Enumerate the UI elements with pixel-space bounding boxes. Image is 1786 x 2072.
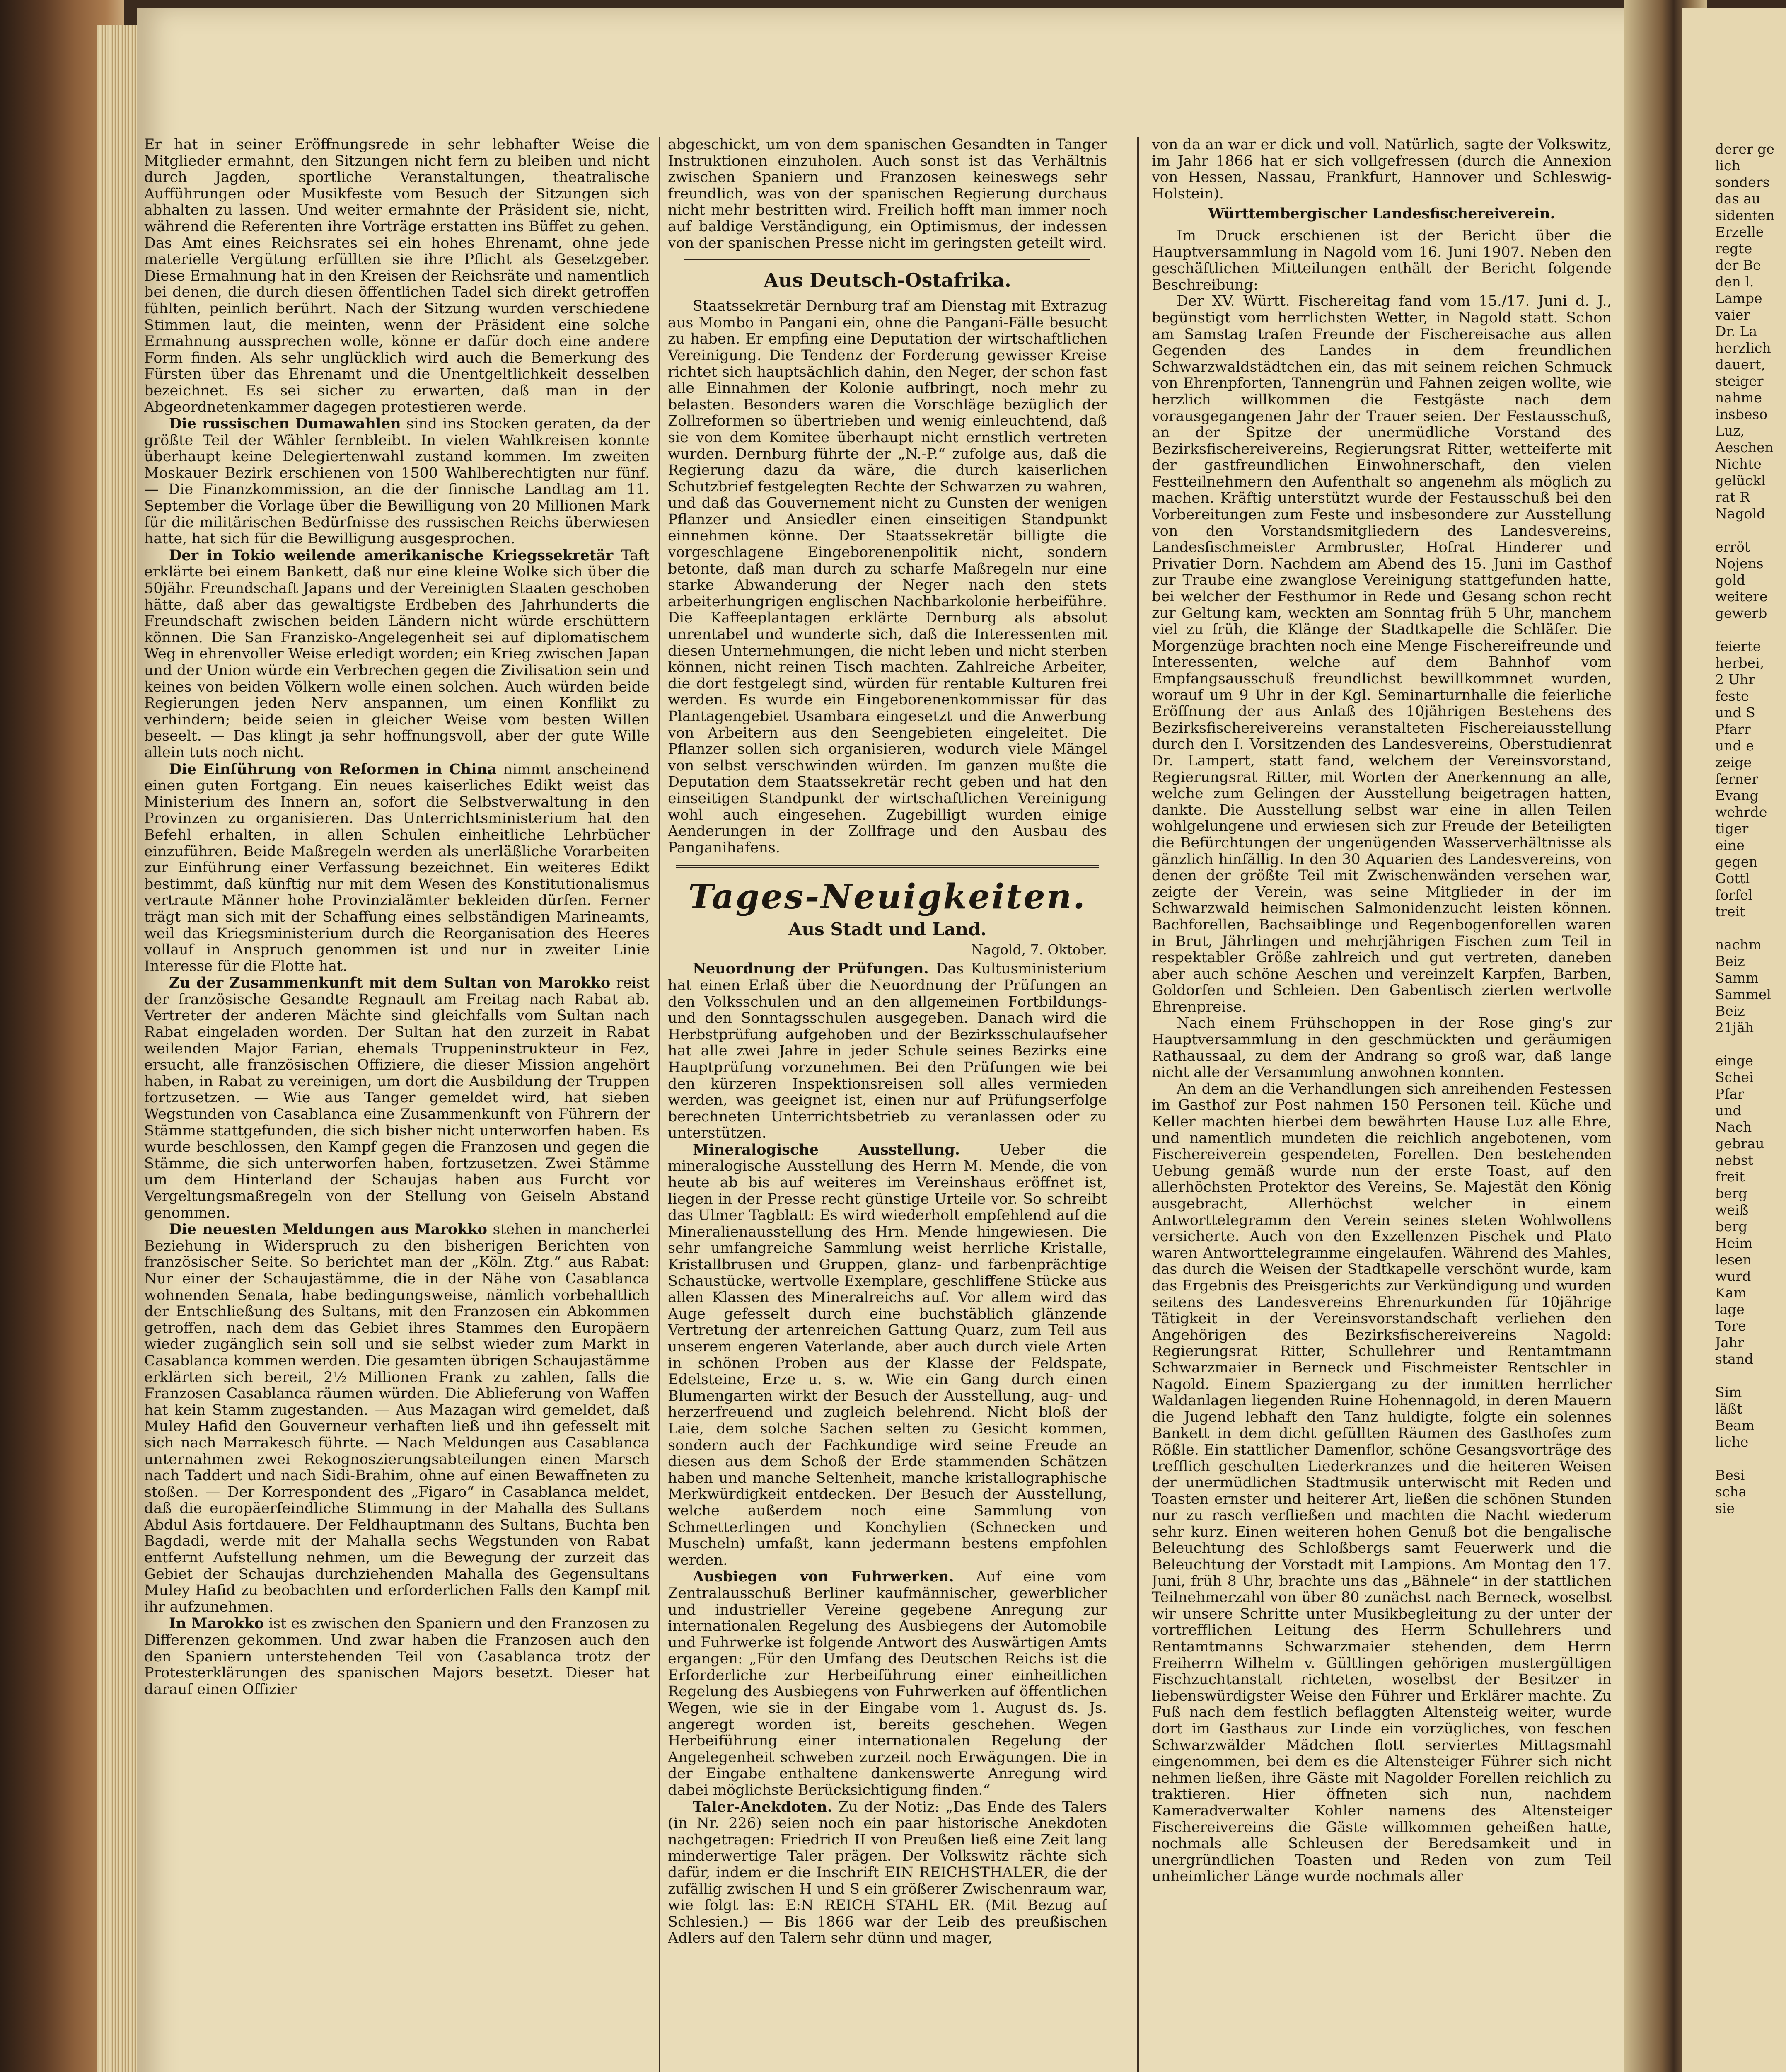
- column-rule: [1137, 137, 1139, 2072]
- facing-page-line: [1715, 1450, 1786, 1467]
- article-body: stehen in mancherlei Beziehung in Widerspruch zu den bisherigen Berichten von französischer Seite. So berichtet man der „Köln. Ztg.“ aus Rabat: Nur einer der Schaujastämme, die in der Nähe von Casablanca wohnenden Senata, habe bedingungsweise, nämlich vorbehaltlich der Entschließung des Sultans, mit den Franzosen ein Abkommen getroffen, nach dem das Gebiet ihres Stammes den Europäern wieder zugänglich sein soll und sie selbst wieder zum Markt in Casablanca kommen werden. Die gesamten übrigen Schaujastämme erklärten sich bereit, 2½ Millionen Frank zu zahlen, falls die Franzosen Casablanca räumen würden. Die Ablieferung von Waffen hat kein Stamm zugestanden. — Aus Mazagan wird gemeldet, daß Muley Hafid den Gouverneur verhaften ließ und ihn gefesselt mit sich nach Marrakesch führte. — Nach Meldungen aus Casablanca unternahmen zwei Rekognoszierungsabteilungen einen Marsch nach Taddert und nach Sidi-Brahim, ohne auf einen Bewaffneten zu stoßen. — Der Korrespondent des „Figaro“ in Casablanca meldet, daß die europäerfeindliche Stimmung in der Mahalla des Sultans Abdul Asis fortdauere. Der Feldhauptmann des Sultans, Buchta ben Bagdadi, werde mit der Mahalla sechs Wegstunden von Rabat entfernt Aufstellung nehmen, um die Bewegung der zurzeit das Gebiet der Schaujas durchziehenden Mahalla des Gegensultans Muley Hafid zu beobachten und erforderlichen Falls den Kampf mit ihr aufzunehmen.: [144, 1221, 650, 1615]
- facing-page-line: und S: [1715, 704, 1755, 721]
- facing-page-line: Pfar: [1715, 1086, 1744, 1102]
- facing-page-line: Beiz: [1715, 1003, 1745, 1019]
- facing-page-line: und e: [1715, 738, 1754, 754]
- facing-page-line: feste: [1715, 688, 1749, 704]
- article-heading: Die russischen Dumawahlen: [169, 415, 401, 433]
- facing-page-line: Dr. La: [1715, 323, 1757, 339]
- facing-page-line: Samm: [1715, 970, 1759, 986]
- column-1: [144, 137, 650, 2072]
- facing-page-line: Gottl: [1715, 870, 1750, 886]
- article-heading: Taler-Anekdoten.: [693, 1798, 832, 1815]
- facing-page-line: dauert,: [1715, 356, 1766, 373]
- article-body: Zu der Notiz: „Das Ende des Talers (in Nr. 226) seien noch ein paar historische Anekdoten nachgetragen: Friedrich II von Preußen ließ eine Zeit lang minderwertige Taler prägen. Der Volkswitz rächte sich dafür, indem er die Inschrift EIN REICHSTHALER, die der zufällig zwischen H und S ein größerer Zwischenraum war, wie folgt las: E:N REICH STAHL ER. (Mit Bezug auf Schlesien.) — Bis 1866 war der Leib des preußischen Adlers auf den Talern sehr dünn und mager,: [668, 1798, 1107, 1947]
- article-text: [144, 547, 650, 761]
- article-heading: Ausbiegen von Fuhrwerken.: [693, 1568, 954, 1585]
- facing-page-line: Sim: [1715, 1384, 1742, 1400]
- article-body: Ueber die mineralogische Ausstellung des Herrn M. Mende, die von heute ab bis auf weiteres im Vereinshaus eröffnet ist, liegen in der Presse recht günstige Urteile vor. So schreibt das Ulmer Tagblatt: Es wird wiederholt empfehlend auf die Mineralienausstellung des Hrn. Mende hingewiesen. Die sehr umfangreiche Sammlung weist herrliche Kristalle, Kristallbrusen und Gruppen, glanz- und farbenprächtige Schaustücke, wertvolle Exemplare, geschliffene Stücke aus allen Klassen des Mineralreichs auf. Vor allem wird das Auge gefesselt durch eine buchstäblich glänzende Vertretung der artenreichen Gattung Quarz, zum Teil aus unserem engeren Vaterlande, aber auch durch viele Arten in schönen Proben aus der Klasse der Feldspate, Edelsteine, Erze u. s. w. Wie ein Gang durch einen Blumengarten wirkt der Besuch der Ausstellung, aug- und herzerfreuend und zugleich belehrend. Nicht bloß der Laie, dem solche Sachen selten zu Gesicht kommen, sondern auch der Fachkundige wird seine Freude an diesen aus dem Schoß der Erde stammenden Schätzen haben und manche Seltenheit, manche kristallographische Merkwürdigkeit entdecken. Der Besuch der Ausstellung, welche außerdem noch eine Sammlung von Schmetterlingen und Konchylien (Schnecken und Muscheln) umfaßt, kann jedermann bestens empfohlen werden.: [668, 1141, 1107, 1569]
- facing-page-line: [1715, 622, 1786, 638]
- article-text: [144, 416, 650, 547]
- article-text: [668, 1799, 1107, 1947]
- facing-page-line: lich: [1715, 157, 1740, 174]
- article-text: abgeschickt, um von dem spanischen Gesandten in Tanger Instruktionen einzuholen. Auch sonst ist das Verhältnis zwischen Spaniern und Franzosen keineswegs sehr freundlich, was von der spanischen Regierung durchaus nicht mehr bestritten wird. Freilich hofft man immer noch auf baldige Verständigung, ein Optimismus, der indessen von der spanischen Presse nicht im geringsten geteilt wird.: [668, 137, 1107, 252]
- facing-page-line: Nichte: [1715, 456, 1762, 472]
- facing-page-line: stand: [1715, 1351, 1754, 1367]
- article-body: reist der französische Gesandte Regnault am Freitag nach Rabat ab. Vertreter der anderen Mächte sind gleichfalls vom Sultan nach Rabat eingeladen worden. Der Sultan hat den zurzeit in Rabat weilenden Major Farian, ehemals Truppeninstrukteur in Fez, ersucht, alle französischen Offiziere, die dieser Mission angehört haben, in Rabat zu vereinigen, um dort die Ausbildung der Truppen fortzusetzen. — Wie aus Tanger gemeldet wird, hat sieben Wegstunden von Casablanca eine Zusammenkunft von Führern der Stämme stattgefunden, die sich bisher nicht unterworfen haben. Es wurde beschlossen, den Kampf gegen die Franzosen und gegen die Stämme, die sich unterworfen haben, fortzusetzen. Zwei Stämme um dem Hinterland der Schaujas haben aus Furcht vor Vergeltungsmaßregeln von der Stellung von Geiseln Abstand genommen.: [144, 975, 650, 1221]
- facing-page-line: nachm: [1715, 937, 1762, 953]
- facing-page-line: Nojens: [1715, 555, 1764, 571]
- facing-page-line: 2 Uhr: [1715, 671, 1755, 687]
- article-text: [668, 961, 1107, 1142]
- facing-page-line: nahme: [1715, 390, 1762, 406]
- facing-page-line: weiß: [1715, 1202, 1749, 1218]
- facing-page-line: sonders: [1715, 174, 1770, 190]
- facing-page-line: berg: [1715, 1185, 1747, 1201]
- article-text: von da an war er dick und voll. Natürlich, sagte der Volkswitz, im Jahr 1866 hat er sich vollgefressen (durch die Annexion von Hessen, Nassau, Frankfurt, Hannover und Schleswig-Holstein).: [1152, 137, 1612, 202]
- article-body: sind ins Stocken geraten, da der größte Teil der Wähler fernbleibt. In vielen Wahlkreisen konnte überhaupt keine Delegiertenwahl zustand kommen. Im zweiten Moskauer Bezirk erschienen von 1500 Wahlberechtigten nur fünf. — Die Finanzkommission, an die der finnische Landtag am 11. September die Vorlage über die Bewilligung von 20 Millionen Mark für die militärischen Bedürfnisse des russischen Reichs überwiesen hatte, hat sich für die Bewilligung ausgesprochen.: [144, 416, 650, 547]
- facing-page-line: zeige: [1715, 754, 1752, 770]
- facing-page-line: eine: [1715, 837, 1745, 853]
- facing-page-line: erröt: [1715, 539, 1750, 555]
- facing-page-line: Lampe: [1715, 290, 1762, 306]
- facing-page-line: treit: [1715, 903, 1745, 920]
- facing-page-fragment: [1682, 8, 1786, 2072]
- facing-page-line: Heim: [1715, 1235, 1753, 1251]
- facing-page-line: der Be: [1715, 257, 1761, 273]
- article-text: Im Druck erschienen ist der Bericht über die Hauptversammlung in Nagold vom 16. Juni 1907. Neben den geschäftlichen Mitteilungen enthält der Bericht folgende Beschreibung:: [1152, 227, 1612, 293]
- article-body: Auf eine vom Zentralausschuß Berliner kaufmännischer, gewerblicher und industrieller Vereine gegebene Anregung zur internationalen Regelung des Ausbiegens der Automobile und Fuhrwerke ist folgende Antwort des Auswärtigen Amts ergangen: „Für den Umfang des Deutschen Reichs ist die Erforderliche zur Herbeiführung einer einheitlichen Regelung des Ausbiegens von Fuhrwerken auf öffentlichen Wegen, wie sie in der Eingabe vom 1. August ds. Js. angeregt worden ist, bereits geschehen. Wegen Herbeiführung einer internationalen Regelung der Angelegenheit schweben zurzeit noch Erwägungen. Die in der Eingabe enthaltene dankenswerte Anregung wird dabei möglichste Berücksichtigung finden.“: [668, 1569, 1107, 1799]
- facing-page-line: Beiz: [1715, 953, 1745, 969]
- facing-page-line: Besi: [1715, 1467, 1745, 1483]
- facing-page-line: gewerb: [1715, 605, 1767, 621]
- article-heading: Mineralogische Ausstellung.: [693, 1141, 960, 1158]
- article-text: Staatssekretär Dernburg traf am Dienstag mit Extrazug aus Mombo in Pangani ein, ohne die Pangani-Fälle besucht zu haben. Er empfing eine Deputation der wirtschaftlichen Vereinigung. Die Tendenz der Forderung gewisser Kreise richtet sich hauptsächlich dahin, den Neger, der schon fast alle Einnahmen der Kolonie aufbringt, noch mehr zu belasten. Besonders waren die Vorschläge bezüglich der Zollreformen so übertrieben und wenig einleuchtend, daß sie von dem Komitee überhaupt nicht ernstlich vertreten wurden. Dernburg führte der „N.-P.“ zufolge aus, daß die Regierung dazu da wäre, die durch kaiserlichen Schutzbrief festgelegten Rechte der Schwarzen zu wahren, und daß das Gouvernement nicht zu Gunsten der wenigen Pflanzer und Ansiedler einen einseitigen Standpunkt einnehmen könne. Der Staatssekretär billigte die vorgeschlagene Eingeborenenpolitik nicht, sondern betonte, daß man durch zu scharfe Maßregeln nur eine starke Abwanderung der Neger nach den stets arbeiterhungrigen englischen Nachbarkolonie herbeiführe. Die Kaffeeplantagen erklärte Dernburg als absolut unrentabel und wunderte sich, daß die Interessenten mit diesen Unternehmungen, die nicht leben und nicht sterben können, nicht reinen Tisch machten. Zahlreiche Arbeiter, die dort festgelegt sind, würden für rentable Kulturen frei werden. Es wurde ein Eingeborenenkommissar für das Plantagengebiet Usambara eingesetzt und die Anwerbung von Arbeitern aus den Seengebieten eingeleitet. Die Pflanzer sollen sich organisieren, wodurch viele Mängel von selbst verschwinden würden. Im ganzen mußte die Deputation dem Staatssekretär recht geben und hat den einseitigen Standpunkt der wirtschaftlichen Vereinigung wohl auch eingesehen. Zugebilligt wurden einige Aenderungen in der Zollfrage und den Ausbau des Panganihafens.: [668, 298, 1107, 856]
- facing-page-line: sie: [1715, 1500, 1735, 1516]
- facing-page-line: Beam: [1715, 1417, 1755, 1433]
- facing-page-line: gelückl: [1715, 472, 1766, 489]
- facing-page-line: Nach: [1715, 1119, 1752, 1135]
- facing-page-line: Aeschen: [1715, 439, 1774, 455]
- facing-page-line: [1715, 522, 1786, 539]
- facing-page-line: rat R: [1715, 489, 1750, 505]
- article-text: [668, 1569, 1107, 1798]
- facing-page-line: Jahr: [1715, 1334, 1744, 1351]
- facing-page-line: Erzelle: [1715, 224, 1764, 240]
- article-text: Er hat in seiner Eröffnungsrede in sehr lebhafter Weise die Mitglieder ermahnt, den Sitzungen nicht fern zu bleiben und nicht durch Jagden, sportliche Veranstaltungen, theatralische Aufführungen oder Musikfeste vom Besuch der Sitzungen sich abhalten zu lassen. Und weiter ermahnte der Präsident sie, nicht, während die Referenten ihre Vorträge erstatten ins Büffet zu gehen. Das Amt eines Reichsrates sei ein hohes Ehrenamt, ohne jede materielle Vergütung erfüllten sie ihre Pflicht als Gesetzgeber. Diese Ermahnung hat in den Kreisen der Reichsräte und namentlich bei denen, die durch diesen öffentlichen Tadel sich direkt getroffen fühlten, peinlich berührt. Nach der Sitzung wurden verschiedene Stimmen laut, die meinten, wenn der Präsident eine solche Ermahnung aussprechen wolle, könne er dafür doch eine andere Form finden. Als sehr unglücklich wird auch die Bemerkung des Fürsten über das Ehrenamt und die Unentgeltlichkeit desselben bezeichnet. Es sei sicher zu erwarten, daß man in der Abgeordnetenkammer dagegen protestieren werde.: [144, 137, 650, 416]
- facing-page-line: gold: [1715, 572, 1745, 588]
- article-heading: In Marokko: [169, 1615, 264, 1632]
- article-text: [144, 1221, 650, 1615]
- facing-page-line: das au: [1715, 191, 1761, 207]
- facing-page-line: einge: [1715, 1053, 1753, 1069]
- facing-page-line: ferner: [1715, 771, 1759, 787]
- article-text: [144, 761, 650, 975]
- article-heading: Württembergischer Landesfischereiverein.: [1208, 205, 1555, 223]
- facing-page-line: derer ge: [1715, 141, 1774, 157]
- facing-page-line: gegen: [1715, 854, 1758, 870]
- facing-page-line: Sammel: [1715, 986, 1771, 1002]
- facing-page-line: Luz,: [1715, 423, 1745, 439]
- facing-page-line: lage: [1715, 1301, 1745, 1317]
- facing-page-line: 21jäh: [1715, 1019, 1754, 1036]
- facing-page-line: [1715, 1368, 1786, 1384]
- facing-page-line: tiger: [1715, 821, 1749, 837]
- facing-page-line: scha: [1715, 1484, 1747, 1500]
- article-text: Nach einem Frühschoppen in der Rose ging's zur Hauptversammlung in den geschmückten und geräumigen Rathaussaal, zu dem der Andrang so groß war, daß lange nicht alle der Versammlung anwohnen konnten.: [1152, 1015, 1612, 1081]
- facing-page-line: Kam: [1715, 1285, 1747, 1301]
- article-body: nimmt anscheinend einen guten Fortgang. Ein neues kaiserliches Edikt weist das Ministerium des Innern an, sofort die Selbstverwaltung in den Provinzen zu organisieren. Das Unterrichtsministerium hat den Befehl erhalten, in allen Schulen einheitliche Lehrbücher einzuführen. Beide Maßregeln werden als unerläßliche Vorarbeiten zur Einführung einer Verfassung bezeichnet. Ein weiteres Edikt bestimmt, daß künftig nur mit dem Wesen des Konstitutionalismus vertraute Männer hohe Provinzialämter bekleiden dürfen. Ferner trägt man sich mit der Schaffung eines selbständigen Marineamts, weil das Kriegsministerium durch die Reorganisation des Heeres vollauf in Anspruch genommen ist und nur in zweiter Linie Interesse für die Flotte hat.: [144, 761, 650, 975]
- facing-page-line: insbeso: [1715, 406, 1768, 422]
- facing-page-line: Nagold: [1715, 506, 1766, 522]
- article-heading: Zu der Zusammenkunft mit dem Sultan von Marokko: [169, 974, 611, 992]
- facing-page-line: sidenten: [1715, 207, 1775, 223]
- article-heading: Neuordnung der Prüfungen.: [693, 960, 929, 978]
- article-heading: Die Einführung von Reformen in China: [169, 760, 497, 778]
- article-body: Taft erklärte bei einem Bankett, daß nur eine kleine Wolke sich über die 50jähr. Freundschaft Japans und der Vereinigten Staaten geschoben hätte, daß aber das gewaltigste Erdbeben des Jahrhunderts die Freundschaft zwischen beiden Ländern nicht würde erschüttern können. Die San Franzisko-Angelegenheit sei auf diplomatischem Weg in ehrenvoller Weise erledigt worden; ein Krieg zwischen Japan und der Union würde ein Verbrechen gegen die Zivilisation sein und keines von beiden Völkern wolle einen solchen. Auch würden beide Regierungen jeden Nerv anspannen, um einen Konflikt zu verhindern; beide seien in gleicher Weise vom besten Willen beseelt. — Das klingt ja sehr hoffnungsvoll, aber der gute Wille allein tuts noch nicht.: [144, 547, 650, 761]
- facing-page-line: lesen: [1715, 1251, 1752, 1268]
- section-subtitle: Aus Stadt und Land.: [788, 919, 987, 940]
- article-heading: Der in Tokio weilende amerikanische Kriegssekretär: [169, 547, 614, 564]
- article-body: ist es zwischen den Spaniern und den Franzosen zu Differenzen gekommen. Und zwar haben die Franzosen auch den den Spaniern unterstehenden Teil von Casablanca trotz der Protesterklärungen des spanischen Majors besetzt. Dieser hat darauf einen Offizier: [144, 1615, 650, 1698]
- facing-page-line: liche: [1715, 1434, 1749, 1450]
- section-divider: [676, 865, 1099, 868]
- article-text: Der XV. Württ. Fischereitag fand vom 15./17. Juni d. J., begünstigt vom herrlichsten Wetter, in Nagold statt. Schon am Samstag trafen Freunde der Fischereisache aus allen Gegenden des Landes in dem freundlichen Schwarzwaldstädtchen ein, das mit seinem reichen Schmuck von Ehrenpforten, Tannengrün und Fahnen zeigen wollte, wie herzlich willkommen die Festgäste nach dem vorausgegangenen Jahr der Trauer seien. Der Festausschuß, an der Spitze der unermüdliche Vorstand des Bezirksfischereivereins, Regierungsrat Ritter, wetteiferte mit der gastfreundlichen Einwohnerschaft, den vielen Festteilnehmern den Aufenthalt so angenehm als möglich zu machen. Kräftig unterstützt wurde der Festausschuß bei den Vorbereitungen zum Feste und insbesondere zur Ausstellung von den Vorstandsmitgliedern des Landesvereins, Landesfischmeister Armbruster, Hofrat Hinderer und Privatier Dorn. Nachdem am Abend des 15. Juni im Gasthof zur Traube eine zwanglose Vereinigung stattgefunden hatte, bei welcher der Festhumor in Rede und Gesang schon recht zur Geltung kam, weckten am Sonntag früh 5 Uhr, manchem viel zu früh, die Klänge der Stadtkapelle die Schläfer. Die Morgenzüge brachten noch eine Menge Fischereifreunde und Interessenten, welche auf dem Bahnhof vom Empfangsausschuß freundlichst bewillkommnet wurden, worauf um 9 Uhr in der Kgl. Seminarturnhalle die feierliche Eröffnung der aus Anlaß des 10jährigen Bestehens des Bezirksfischereivereins veranstalteten Fischereiausstellung durch den I. Vorsitzenden des Landesvereins, Oberstudienrat Dr. Lampert, statt fand, welchem der Vereinsvorstand, Regierungsrat Ritter, mit Worten der Anerkennung an alle, welche zum Gelingen der Ausstellung beigetragen hatten, dankte. Die Ausstellung selbst war eine in allen Teilen wohlgelungene und erwiesen sich zur Freude der Beteiligten die Befürchtungen der ungenügenden Wasserverhältnisse als gänzlich hinfällig. In den 30 Aquarien des Landesvereins, von denen der größte Teil mit Zwischenwänden versehen war, zeigte der Verein, was seine Mitglieder in der im Schwarzwald heimischen Salmonidenzucht leisten können. Bachforellen, Bachsaiblinge und Regenbogenforellen waren in Brut, Jährlingen und mehrjährigen Fischen zum Teil in respektabler Größe zahlreich und gut vertreten, daneben aber auch schöne Aeschen und vereinzelt Karpfen, Barben, Goldorfen und Schleien. Den Gabentisch zierten wertvolle Ehrenpreise.: [1152, 293, 1612, 1015]
- article-heading: Die neuesten Meldungen aus Marokko: [169, 1221, 487, 1238]
- facing-page-line: regte: [1715, 240, 1752, 257]
- article-text: [144, 975, 650, 1221]
- facing-page-line: gebrau: [1715, 1135, 1764, 1152]
- facing-page-line: steiger: [1715, 373, 1764, 389]
- facing-page-line: freit: [1715, 1169, 1745, 1185]
- facing-page-line: herzlich: [1715, 340, 1771, 356]
- section-masthead: Tages-Neuigkeiten.: [688, 877, 1087, 917]
- article-text: [668, 1142, 1107, 1569]
- facing-page-line: feierte: [1715, 638, 1761, 654]
- facing-page-line: berg: [1715, 1218, 1747, 1234]
- facing-page-line: herbei,: [1715, 655, 1764, 671]
- facing-page-text: [1715, 141, 1786, 1517]
- facing-page-line: Tore: [1715, 1318, 1746, 1334]
- facing-page-line: Evang: [1715, 787, 1759, 804]
- article-text: An dem an die Verhandlungen sich anreihenden Festessen im Gasthof zur Post nahmen 150 Personen teil. Küche und Keller machten hierbei dem bewährten Hause Luz alle Ehre, und namentlich mundeten die reichlich angebotenen, vom Fischereiverein gespendeten, Forellen. Den bestehenden Uebung gemäß wurde nun der erste Toast, auf den allerhöchsten Protektor des Vereins, Se. Majestät den König ausgebracht, Allerhöchst welcher in einem Antworttelegramm den Verein seines steten Wohlwollens versicherte. Auch von den Exzellenzen Pischek und Plato waren Antworttelegramme eingelaufen. Während des Mahles, das durch die Weisen der Stadtkapelle verschönt wurde, kam das Ergebnis des Preisgerichts zur Verkündigung und wurden seitens des Landesvereins Ehrenurkunden für 10jährige Tätigkeit in der Vereinsvorstandschaft verliehen den Angehörigen des Bezirksfischereivereins Nagold: Regierungsrat Ritter, Schullehrer und Rentamtmann Schwarzmaier in Berneck und Fischmeister Rentschler in Nagold. Einem Spaziergang zu der inmitten herrlicher Waldanlagen liegenden Ruine Hohennagold, in deren Mauern die Jugend lebhaft den Tanz huldigte, folgte ein solennes Bankett in dem dicht gefüllten Räumen des Gasthofes zum Rößle. Ein stattlicher Damenflor, schöne Gesangsvorträge des trefflich geschulten Liederkranzes und die heiteren Weisen der unermüdlichen Stadtmusik unterwischt mit Reden und Toasten ernster und heiterer Art, ließen die schönen Stunden nur zu rasch verfließen und machten die Nacht wiederum sehr kurz. Einen weiteren hohen Genuß bot die bengalische Beleuchtung des Schloßbergs samt Feuerwerk und die Beleuchtung der Vorstadt mit Lampions. Am Montag den 17. Juni, früh 8 Uhr, brachte uns das „Bähnele“ in der stattlichen Teilnehmerzahl von über 80 zunächst nach Berneck, woselbst wir unsere Schritte unter Musikbegleitung zu der unter der vortrefflichen Leitung des Herrn Schullehrers und Rentamtmanns Schwarzmaier stehenden, dem Herrn Freiherrn Wilhelm v. Gültlingen gehörigen mustergültigen Fischzuchtanstalt richteten, woselbst der Besitzer in liebenswürdigster Weise den Führer und Erklärer machte. Zu Fuß nach dem festlich beflaggten Altensteig weiter, wurde dort im Gasthaus zur Linde ein vorzügliches, von feschen Schwarzwälder Mädchen flott serviertes Mittagsmahl eingenommen, bei dem es die Altensteiger Führer sich nicht nehmen ließen, ihre Gäste mit Nagolder Forellen reichlich zu traktieren. Hier öffneten sich nun, nachdem Kameradverwalter Kohler namens des Altensteiger Fischereivereins die Gäste willkommen geheißen hatte, nochmals alle Schleusen der Beredsamkeit und in unergründlichen Toasten und Reden von zum Teil unheimlicher Länge wurde nochmals aller: [1152, 1080, 1612, 1885]
- column-3: [1152, 137, 1612, 2072]
- facing-page-line: Pfarr: [1715, 721, 1751, 737]
- column-2: [668, 137, 1107, 2072]
- facing-page-line: [1715, 1036, 1786, 1053]
- facing-page-line: Schei: [1715, 1069, 1754, 1085]
- article-text: [144, 1615, 650, 1698]
- facing-page-line: [1715, 920, 1786, 937]
- facing-page-line: nebst: [1715, 1152, 1754, 1168]
- facing-page-line: forfel: [1715, 887, 1753, 903]
- facing-page-line: wurd: [1715, 1268, 1751, 1284]
- facing-page-line: und: [1715, 1102, 1742, 1118]
- facing-page-line: wehrde: [1715, 804, 1767, 820]
- column-rule: [659, 137, 660, 2072]
- facing-page-line: vaier: [1715, 307, 1750, 323]
- section-title: Aus Deutsch-Ostafrika.: [764, 269, 1011, 292]
- dateline: Nagold, 7. Oktober.: [971, 942, 1107, 958]
- facing-page-line: weitere: [1715, 588, 1768, 605]
- section-divider: [684, 259, 1090, 260]
- article-body: Das Kultusministerium hat einen Erlaß über die Neuordnung der Prüfungen an den Volksschulen und an den allgemeinen Fortbildungs- und den Sonntagsschulen ausgegeben. Danach wird die Herbstprüfung aufgehoben und der Bezirksschulaufseher hat alle zwei Jahre in jeder Schule seines Bezirks eine Hauptprüfung vorzunehmen. Bei den Prüfungen wie bei den kürzeren Inspektionsreisen soll alles vermieden werden, was geeignet ist, einen nur auf Prüfungserfolge berechneten Unterrichtsbetrieb zu veranlassen oder zu unterstützen.: [668, 961, 1107, 1142]
- facing-page-line: den l.: [1715, 274, 1754, 290]
- facing-page-line: läßt: [1715, 1401, 1742, 1417]
